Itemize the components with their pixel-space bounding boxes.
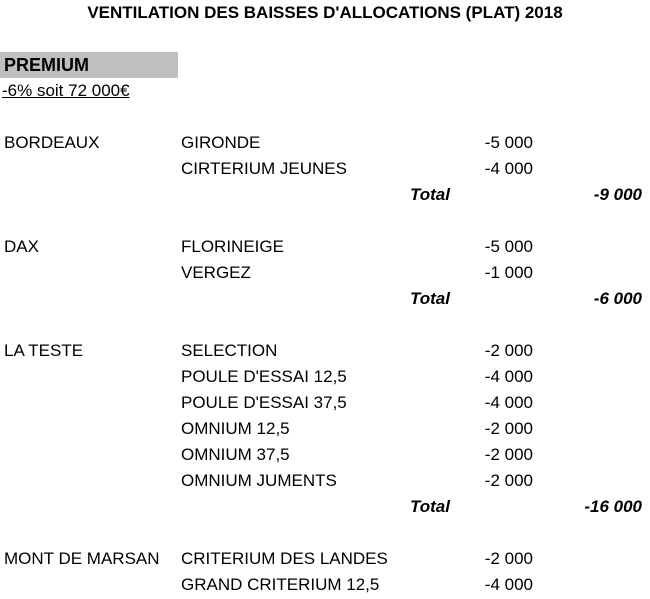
amount-value: -5 000 (484, 133, 533, 152)
city-label: LA TESTE (4, 341, 84, 360)
city-label: MONT DE MARSAN (4, 549, 160, 568)
race-label: GIRONDE (181, 133, 261, 152)
race-label: OMNIUM JUMENTS (181, 471, 337, 490)
total-label: Total (410, 185, 450, 204)
total-row (0, 286, 650, 312)
table-row (0, 468, 650, 494)
spacer-row (0, 208, 650, 234)
amount-value: -2 000 (484, 471, 533, 490)
race-label: POULE D'ESSAI 37,5 (181, 393, 347, 412)
city-label: DAX (4, 237, 39, 256)
spacer-row (0, 312, 650, 338)
race-label: CIRTERIUM JEUNES (181, 159, 347, 178)
category-row (0, 52, 650, 78)
spacer-row (0, 520, 650, 546)
table-row (0, 156, 650, 182)
amount-value: -2 000 (484, 549, 533, 568)
amount-value: -4 000 (484, 393, 533, 412)
category-subtitle: -6% soit 72 000€ (2, 81, 130, 100)
table-row (0, 546, 650, 572)
race-label: OMNIUM 12,5 (181, 419, 290, 438)
city-label: BORDEAUX (4, 133, 100, 152)
table-row (0, 442, 650, 468)
total-row (0, 182, 650, 208)
table-row (0, 234, 650, 260)
amount-value: -4 000 (484, 367, 533, 386)
table-row (0, 572, 650, 598)
spacer-row (0, 104, 650, 130)
race-label: CRITERIUM DES LANDES (181, 549, 388, 568)
table-row (0, 338, 650, 364)
total-value: -9 000 (593, 185, 642, 204)
table-row (0, 416, 650, 442)
category-title: PREMIUM (4, 55, 89, 75)
table-row (0, 130, 650, 156)
total-label: Total (410, 289, 450, 308)
amount-value: -1 000 (484, 263, 533, 282)
race-label: FLORINEIGE (181, 237, 284, 256)
total-label: Total (410, 497, 450, 516)
amount-value: -2 000 (484, 445, 533, 464)
race-label: VERGEZ (181, 263, 251, 282)
table-row (0, 390, 650, 416)
amount-value: -4 000 (484, 159, 533, 178)
category-subtitle-row (0, 78, 650, 104)
total-row (0, 494, 650, 520)
race-label: SELECTION (181, 341, 278, 360)
total-value: -16 000 (584, 497, 642, 516)
spacer-row (0, 26, 650, 52)
total-value: -6 000 (593, 289, 642, 308)
amount-value: -2 000 (484, 341, 533, 360)
race-label: OMNIUM 37,5 (181, 445, 290, 464)
race-label: GRAND CRITERIUM 12,5 (181, 575, 380, 594)
amount-value: -4 000 (484, 575, 533, 594)
page-title: VENTILATION DES BAISSES D'ALLOCATIONS (PLAT) 2018 (87, 3, 563, 22)
table-row (0, 364, 650, 390)
table-row (0, 260, 650, 286)
race-label: POULE D'ESSAI 12,5 (181, 367, 347, 386)
amount-value: -5 000 (484, 237, 533, 256)
amount-value: -2 000 (484, 419, 533, 438)
